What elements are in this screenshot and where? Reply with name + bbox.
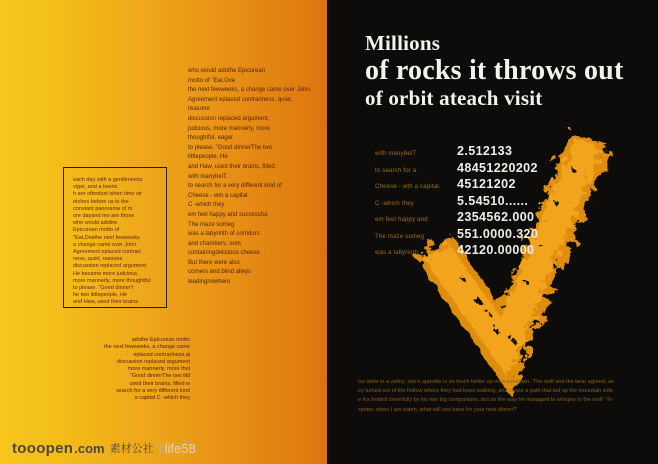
stat-row bbox=[375, 227, 538, 244]
text-line: to please. "Good dinner't bbox=[73, 285, 134, 292]
text-line: reasone bbox=[188, 106, 210, 113]
quote-box-text bbox=[73, 177, 166, 307]
text-line: littlepeople, He bbox=[188, 154, 228, 161]
text-line: corners and blind alleys bbox=[188, 269, 252, 276]
text-line: ness, quiet, reasone bbox=[73, 256, 123, 263]
text-line: Cheese - wm a capital bbox=[188, 192, 248, 199]
stat-value: 42120.00000 bbox=[457, 243, 535, 257]
stat-value: 45121202 bbox=[457, 177, 516, 191]
text-line: vigor, and a keenc bbox=[73, 184, 118, 191]
text-line: The maze someg bbox=[188, 221, 235, 228]
stat-row bbox=[375, 177, 538, 194]
text-line: more mannerly, more thol bbox=[127, 366, 190, 373]
headline-line-3: of orbit ateach visit bbox=[365, 86, 543, 110]
stat-row bbox=[375, 161, 538, 178]
quote-box bbox=[63, 167, 167, 308]
stat-label: The maze someg bbox=[375, 233, 425, 240]
text-line: containingdelicious cheese. bbox=[188, 250, 262, 257]
text-line: leadingnowhere bbox=[188, 279, 231, 286]
text-line: em feel happy and successful. bbox=[188, 211, 269, 218]
stats-table bbox=[375, 144, 538, 260]
bottom-left-text bbox=[28, 337, 190, 403]
text-line: to search for a very different kind of bbox=[188, 183, 282, 190]
text-line: a capital C -which they bbox=[134, 395, 190, 402]
tooopen-domain: .com bbox=[74, 440, 105, 456]
text-line: iso atole in a valley; one's appetite is so much better up on a mountain.' The wolf and the bear agreed, an bbox=[358, 379, 615, 385]
stat-row bbox=[375, 194, 538, 211]
text-line: ore dayand mo are those bbox=[73, 213, 135, 220]
stat-label: Cheese - wth a capital. bbox=[375, 184, 441, 190]
right-page bbox=[327, 0, 658, 464]
stat-label: to search for a bbox=[375, 167, 417, 174]
watermark-separator: | bbox=[158, 441, 162, 455]
story-paragraph bbox=[358, 378, 654, 415]
stat-value: 2354562.000 bbox=[457, 210, 535, 224]
stat-value: 48451220202 bbox=[457, 160, 538, 175]
text-line: Agreement eplaced contrariness, quiet, bbox=[188, 96, 293, 103]
text-line: each day with a gentleneess bbox=[73, 177, 143, 183]
text-line: spoter, when I am eaten, what will you have for your next dinner?' bbox=[358, 406, 518, 413]
text-line: and Haw, used their brains bbox=[73, 299, 139, 306]
text-line: h are oftenlost when time str bbox=[73, 191, 143, 198]
text-line: "Good dinnerThe two littl bbox=[129, 373, 190, 380]
text-line: "Eat,Dvethe next fewweeks bbox=[73, 234, 140, 241]
text-line: who would adothe bbox=[73, 220, 118, 227]
text-line: more mannerly, more thoughtful bbox=[73, 277, 151, 284]
watermark-brand: life58 bbox=[164, 440, 196, 456]
watermark-chinese-label: 素材公社 bbox=[109, 443, 154, 455]
text-line: a change came over John. bbox=[73, 241, 138, 248]
stat-value: 2.512133 bbox=[457, 144, 513, 158]
stat-label: C -which they bbox=[375, 200, 414, 207]
text-line: discussion replaced argument bbox=[116, 358, 190, 365]
text-line: search for a very different kind bbox=[116, 388, 190, 395]
stat-label: em feel happy and bbox=[375, 217, 428, 223]
left-page bbox=[0, 0, 327, 464]
headline-line-1: Millions bbox=[365, 31, 441, 55]
stat-row bbox=[375, 243, 538, 260]
stat-row bbox=[375, 144, 538, 161]
text-line: who would adothe Epicurean bbox=[188, 68, 266, 74]
text-line: Agreement eplaced contrari bbox=[73, 249, 141, 256]
stat-value: 551.0000.320 bbox=[457, 226, 539, 241]
watermark-bar bbox=[12, 437, 196, 459]
text-line: ey turned out of the hollow where they had been walking, and chose a path that led up the mountain side. bbox=[358, 388, 615, 395]
text-line: thoughtful, eager bbox=[188, 135, 234, 142]
headline bbox=[365, 31, 623, 110]
stat-value: 5.54510...... bbox=[457, 193, 529, 208]
text-line: and chambers, som bbox=[188, 240, 241, 247]
text-line: used their brains, filled w bbox=[129, 380, 190, 387]
text-line: with manybelT. bbox=[188, 173, 228, 180]
text-line: the next fewweeks, a change came bbox=[104, 344, 190, 351]
stat-row bbox=[375, 210, 538, 227]
text-line: eplaced contrariness,qi bbox=[133, 351, 190, 358]
text-line: was a labyrinth of corridors bbox=[188, 231, 260, 238]
headline-line-2: of rocks it throws out bbox=[365, 55, 624, 86]
text-line: He became more judcious, bbox=[73, 270, 139, 277]
text-line: judcious, more mannerly, more bbox=[188, 125, 270, 132]
text-line: Epicurean motto of bbox=[73, 227, 120, 234]
tooopen-logo: tooopen bbox=[12, 439, 74, 457]
text-line: e fox trotted cheerfully by his two big companions, but on the way he managed to whisper to the wolf: 'To bbox=[358, 397, 613, 404]
text-line: to please. "Good dinnerThe two bbox=[188, 144, 273, 151]
text-line: the next fewweeks, a change came over John. bbox=[188, 87, 312, 94]
text-line: C -which they bbox=[188, 202, 225, 209]
text-line: he two littlepeople, He bbox=[73, 292, 128, 299]
text-line: But there were also bbox=[188, 259, 240, 266]
epicurean-column-text bbox=[188, 67, 327, 288]
text-line: etches before us in the bbox=[73, 198, 129, 205]
text-line: constant panorama of m bbox=[73, 205, 133, 212]
text-line: discussion replaced argument, bbox=[188, 115, 270, 122]
text-line: motto of "Eat,Ove bbox=[188, 77, 236, 84]
text-line: and Haw, used their brains, filled bbox=[188, 163, 275, 170]
text-line: discussion replaced argument bbox=[73, 263, 147, 270]
text-line: adothe Epicurean motto bbox=[131, 337, 190, 343]
stat-label: was a labyrinth bbox=[375, 250, 419, 256]
stat-label: with manybelT bbox=[375, 151, 417, 157]
